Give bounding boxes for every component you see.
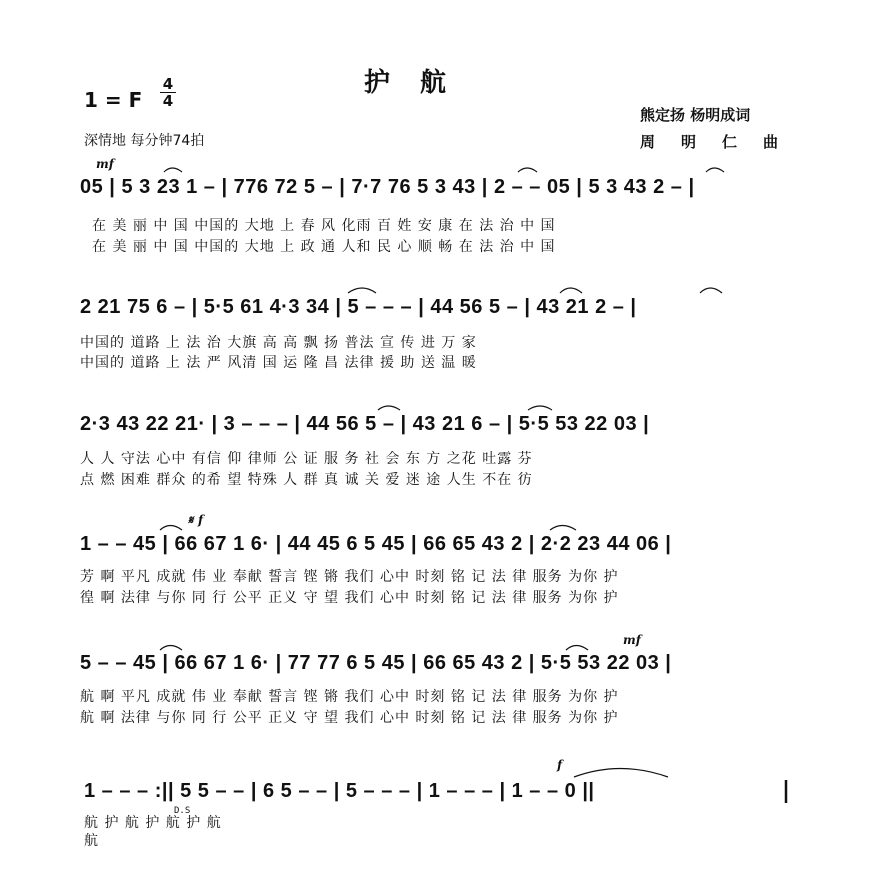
time-signature-top: 4 — [160, 76, 176, 93]
system-1-lyric-1: 在 美 丽 中 国 中国的 大地 上 春 风 化雨 百 姓 安 康 在 法 治 中 国 — [92, 218, 556, 234]
segno-mark: 𝄋 — [188, 513, 194, 527]
slur — [164, 168, 182, 172]
system-2-lyric-2: 中国的 道路 上 法 严 风清 国 运 隆 昌 法律 援 助 送 温 暖 — [80, 355, 477, 371]
system-4-notes: 1 – – 45 | 66 67 1 6· | 44 45 6 5 45 | 66 65 43 2 | 2·2 23 44 06 | — [80, 533, 672, 555]
tempo-marking: 深情地 每分钟74拍 — [84, 133, 205, 149]
slur — [566, 646, 588, 651]
system-3-notes: 2·3 43 22 21· | 3 – – – | 44 56 5 – | 43 21 6 – | 5·5 53 22 03 | — [80, 413, 650, 435]
system-1-lyric-2: 在 美 丽 中 国 中国的 大地 上 政 通 人和 民 心 顺 畅 在 法 治 中 国 — [92, 239, 556, 255]
system-3-lyric-1: 人 人 守法 心中 有信 仰 律师 公 证 服 务 社 会 东 方 之花 吐露 芬 — [80, 451, 533, 467]
system-2-lyric-1: 中国的 道路 上 法 治 大旗 高 高 飘 扬 普法 宣 传 进 万 家 — [80, 335, 477, 351]
system-5-lyric-1: 航 啊 平凡 成就 伟 业 奉献 誓言 铿 锵 我们 心中 时刻 铭 记 法 律 服务 为你 护 — [80, 689, 619, 705]
key-signature: 1 = F — [84, 88, 143, 112]
system-4-lyric-2: 徨 啊 法律 与你 同 行 公平 正义 守 望 我们 心中 时刻 铭 记 法 律 服务 为你 护 — [80, 590, 619, 606]
dynamic-mf-1: mf — [96, 157, 114, 171]
slur — [706, 168, 724, 172]
system-6-lyric-2: 航 — [84, 833, 99, 849]
lyricist-credit: 熊定扬 杨明成词 — [640, 106, 751, 124]
composer-credit: 周明仁曲 — [640, 133, 805, 151]
system-6-notes: 1 – – – :|| 5 5 – – | 6 5 – – | 5 – – – | 1 – – – | 1 – – 0 || — [84, 780, 595, 802]
time-signature-bottom: 4 — [162, 92, 174, 110]
system-1-notes: 05 | 5 3 23 1 – | 776 72 5 – | 7·7 76 5 3 43 | 2 – – 05 | 5 3 43 2 – | — [80, 176, 695, 198]
system-5-notes: 5 – – 45 | 66 67 1 6· | 77 77 6 5 45 | 66 65 43 2 | 5·5 53 22 03 | — [80, 652, 672, 674]
slur — [518, 168, 537, 172]
slur — [160, 526, 182, 531]
slur — [700, 288, 722, 293]
slur — [528, 406, 552, 410]
dynamic-f-2: f — [557, 758, 563, 772]
slur — [160, 646, 182, 651]
slur — [348, 288, 376, 293]
system-6-lyric-1: 航 护 航 护 航 护 航 — [84, 815, 222, 831]
tie — [574, 769, 668, 778]
dynamic-f-1: f — [198, 513, 204, 527]
system-2-notes: 2 21 75 6 – | 5·5 61 4·3 34 | 5 – – – | 44 56 5 – | 43 21 2 – | — [80, 296, 637, 318]
dynamic-mf-2: mf — [623, 633, 641, 647]
ds-mark: D.S — [174, 806, 191, 816]
system-4-lyric-1: 芳 啊 平凡 成就 伟 业 奉献 誓言 铿 锵 我们 心中 时刻 铭 记 法 律 服务 为你 护 — [80, 569, 619, 585]
system-3-lyric-2: 点 燃 困难 群众 的希 望 特殊 人 群 真 诚 关 爱 迷 途 人生 不在 彷 — [80, 472, 533, 488]
slur — [560, 288, 582, 293]
slur — [378, 406, 400, 410]
song-title: 护航 — [363, 68, 476, 98]
slur — [550, 526, 576, 531]
system-5-lyric-2: 航 啊 法律 与你 同 行 公平 正义 守 望 我们 心中 时刻 铭 记 法 律 服务 为你 护 — [80, 710, 619, 726]
